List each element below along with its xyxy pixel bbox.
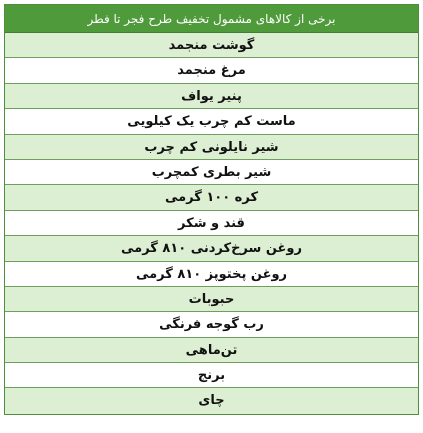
table-row: روغن پختوپز ۸۱۰ گرمی <box>5 262 418 287</box>
table-row: قند و شکر <box>5 211 418 236</box>
table-row: مرغ منجمد <box>5 58 418 83</box>
table-row: حبوبات <box>5 287 418 312</box>
table-header: برخی از کالاهای مشمول تخفیف طرح فجر تا فطر <box>5 5 418 33</box>
table-row: رب گوجه فرنگی <box>5 312 418 337</box>
table-row: ماست کم چرب یک کیلویی <box>5 109 418 134</box>
table-row: شیر نایلونی کم چرب <box>5 135 418 160</box>
table-row: کره ۱۰۰ گرمی <box>5 185 418 210</box>
table-row: برنج <box>5 363 418 388</box>
table-row: شیر بطری کمچرب <box>5 160 418 185</box>
table-row: پنیر یواف <box>5 84 418 109</box>
table-row: چای <box>5 388 418 413</box>
table-row: گوشت منجمد <box>5 33 418 58</box>
table-row: تن‌ماهی <box>5 338 418 363</box>
table-row: روغن سرخ‌کردنی ۸۱۰ گرمی <box>5 236 418 261</box>
discount-items-table <box>4 4 419 415</box>
